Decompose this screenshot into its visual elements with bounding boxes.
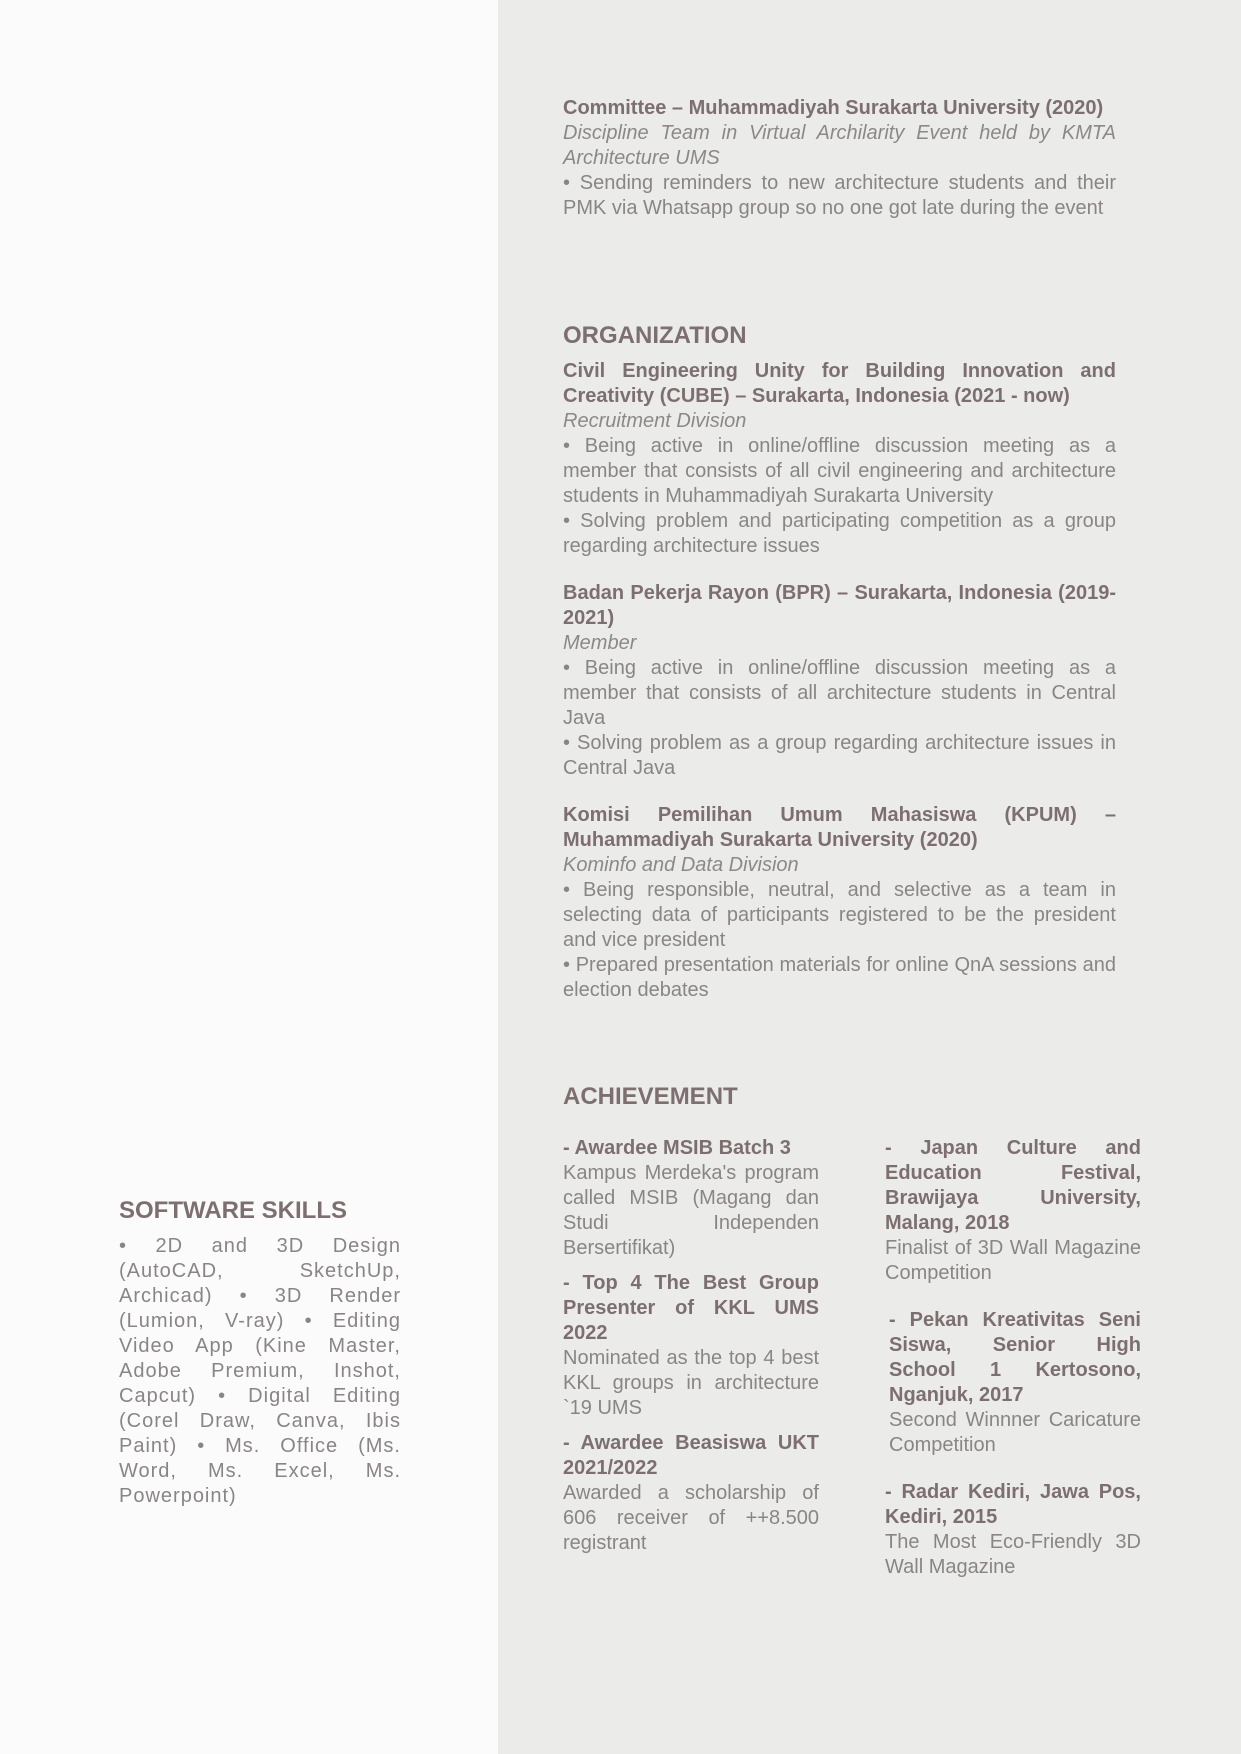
achievement-title: - Awardee MSIB Batch 3 [563,1137,791,1159]
committee-section [563,96,1116,221]
committee-bullet: • Sending reminders to new architecture students and their PMK via Whatsapp group so no one got late during the event [563,172,1116,219]
achievement-right-column [885,1136,1141,1580]
achievement-item [563,1136,819,1261]
entry-bullet: • Solving problem as a group regarding architecture issues in Central Java [563,732,1116,779]
entry-bullet: • Solving problem and participating competition as a group regarding architecture issues [563,510,1116,557]
achievement-desc: Second Winnner Caricature Competition [889,1409,1141,1456]
achievement-left-column [563,1136,819,1556]
entry-bullet: • Being active in online/offline discussion meeting as a member that consists of all architecture students in Central Java [563,657,1116,729]
entry-role: Kominfo and Data Division [563,854,799,876]
achievement-title: - Pekan Kreativitas Seni Siswa, Senior High School 1 Kertosono, Nganjuk, 2017 [889,1309,1141,1406]
committee-title: Committee – Muhammadiyah Surakarta University (2020) [563,97,1104,119]
achievement-item [885,1480,1141,1580]
organization-entry [563,581,1116,781]
achievement-desc: Finalist of 3D Wall Magazine Competition [885,1237,1141,1284]
achievement-desc: Nominated as the top 4 best KKL groups in architecture `19 UMS [563,1347,819,1419]
achievement-desc: Awarded a scholarship of 606 receiver of ++8.500 registrant [563,1482,819,1554]
achievement-title: - Japan Culture and Education Festival, Brawijaya University, Malang, 2018 [885,1137,1141,1234]
achievement-item [563,1271,819,1421]
entry-bullet: • Being active in online/offline discussion meeting as a member that consists of all civil engineering and architecture students in Muhammadiyah Surakarta University [563,435,1116,507]
achievement-item [885,1136,1141,1286]
organization-heading: ORGANIZATION [563,322,747,349]
software-skills-text: • 2D and 3D Design (AutoCAD, SketchUp, Archicad) • 3D Render (Lumion, V-ray) • Editing Video App (Kine Master, Adobe Premium, Inshot, Capcut) • Digital Editing (Corel Draw, Canva, Ibis Paint) • Ms. Office (Ms. Word, Ms. Excel, Ms. Powerpoint) [119,1235,401,1507]
committee-role: Discipline Team in Virtual Archilarity Event held by KMTA Architecture UMS [563,122,1116,169]
entry-title: Badan Pekerja Rayon (BPR) – Surakarta, Indonesia (2019-2021) [563,582,1116,629]
organization-entry [563,803,1116,1003]
entry-role: Recruitment Division [563,410,747,432]
entry-title: Civil Engineering Unity for Building Innovation and Creativity (CUBE) – Surakarta, Indonesia (2021 - now) [563,360,1116,407]
achievement-desc: The Most Eco-Friendly 3D Wall Magazine [885,1531,1141,1578]
organization-entry [563,359,1116,559]
entry-title: Komisi Pemilihan Umum Mahasiswa (KPUM) – Muhammadiyah Surakarta University (2020) [563,804,1116,851]
achievement-heading: ACHIEVEMENT [563,1083,738,1110]
organization-section [563,321,1116,1003]
achievement-title: - Top 4 The Best Group Presenter of KKL UMS 2022 [563,1272,819,1344]
entry-role: Member [563,632,637,654]
achievement-title: - Awardee Beasiswa UKT 2021/2022 [563,1432,819,1479]
achievement-item [563,1431,819,1556]
software-skills-section [119,1196,401,1509]
software-skills-heading: SOFTWARE SKILLS [119,1197,347,1224]
achievement-desc: Kampus Merdeka's program called MSIB (Magang dan Studi Independen Bersertifikat) [563,1162,819,1259]
entry-bullet: • Being responsible, neutral, and selective as a team in selecting data of participants registered to be the president and vice president [563,879,1116,951]
achievement-item [889,1308,1141,1458]
entry-bullet: • Prepared presentation materials for online QnA sessions and election debates [563,954,1116,1001]
achievement-title: - Radar Kediri, Jawa Pos, Kediri, 2015 [885,1481,1141,1528]
